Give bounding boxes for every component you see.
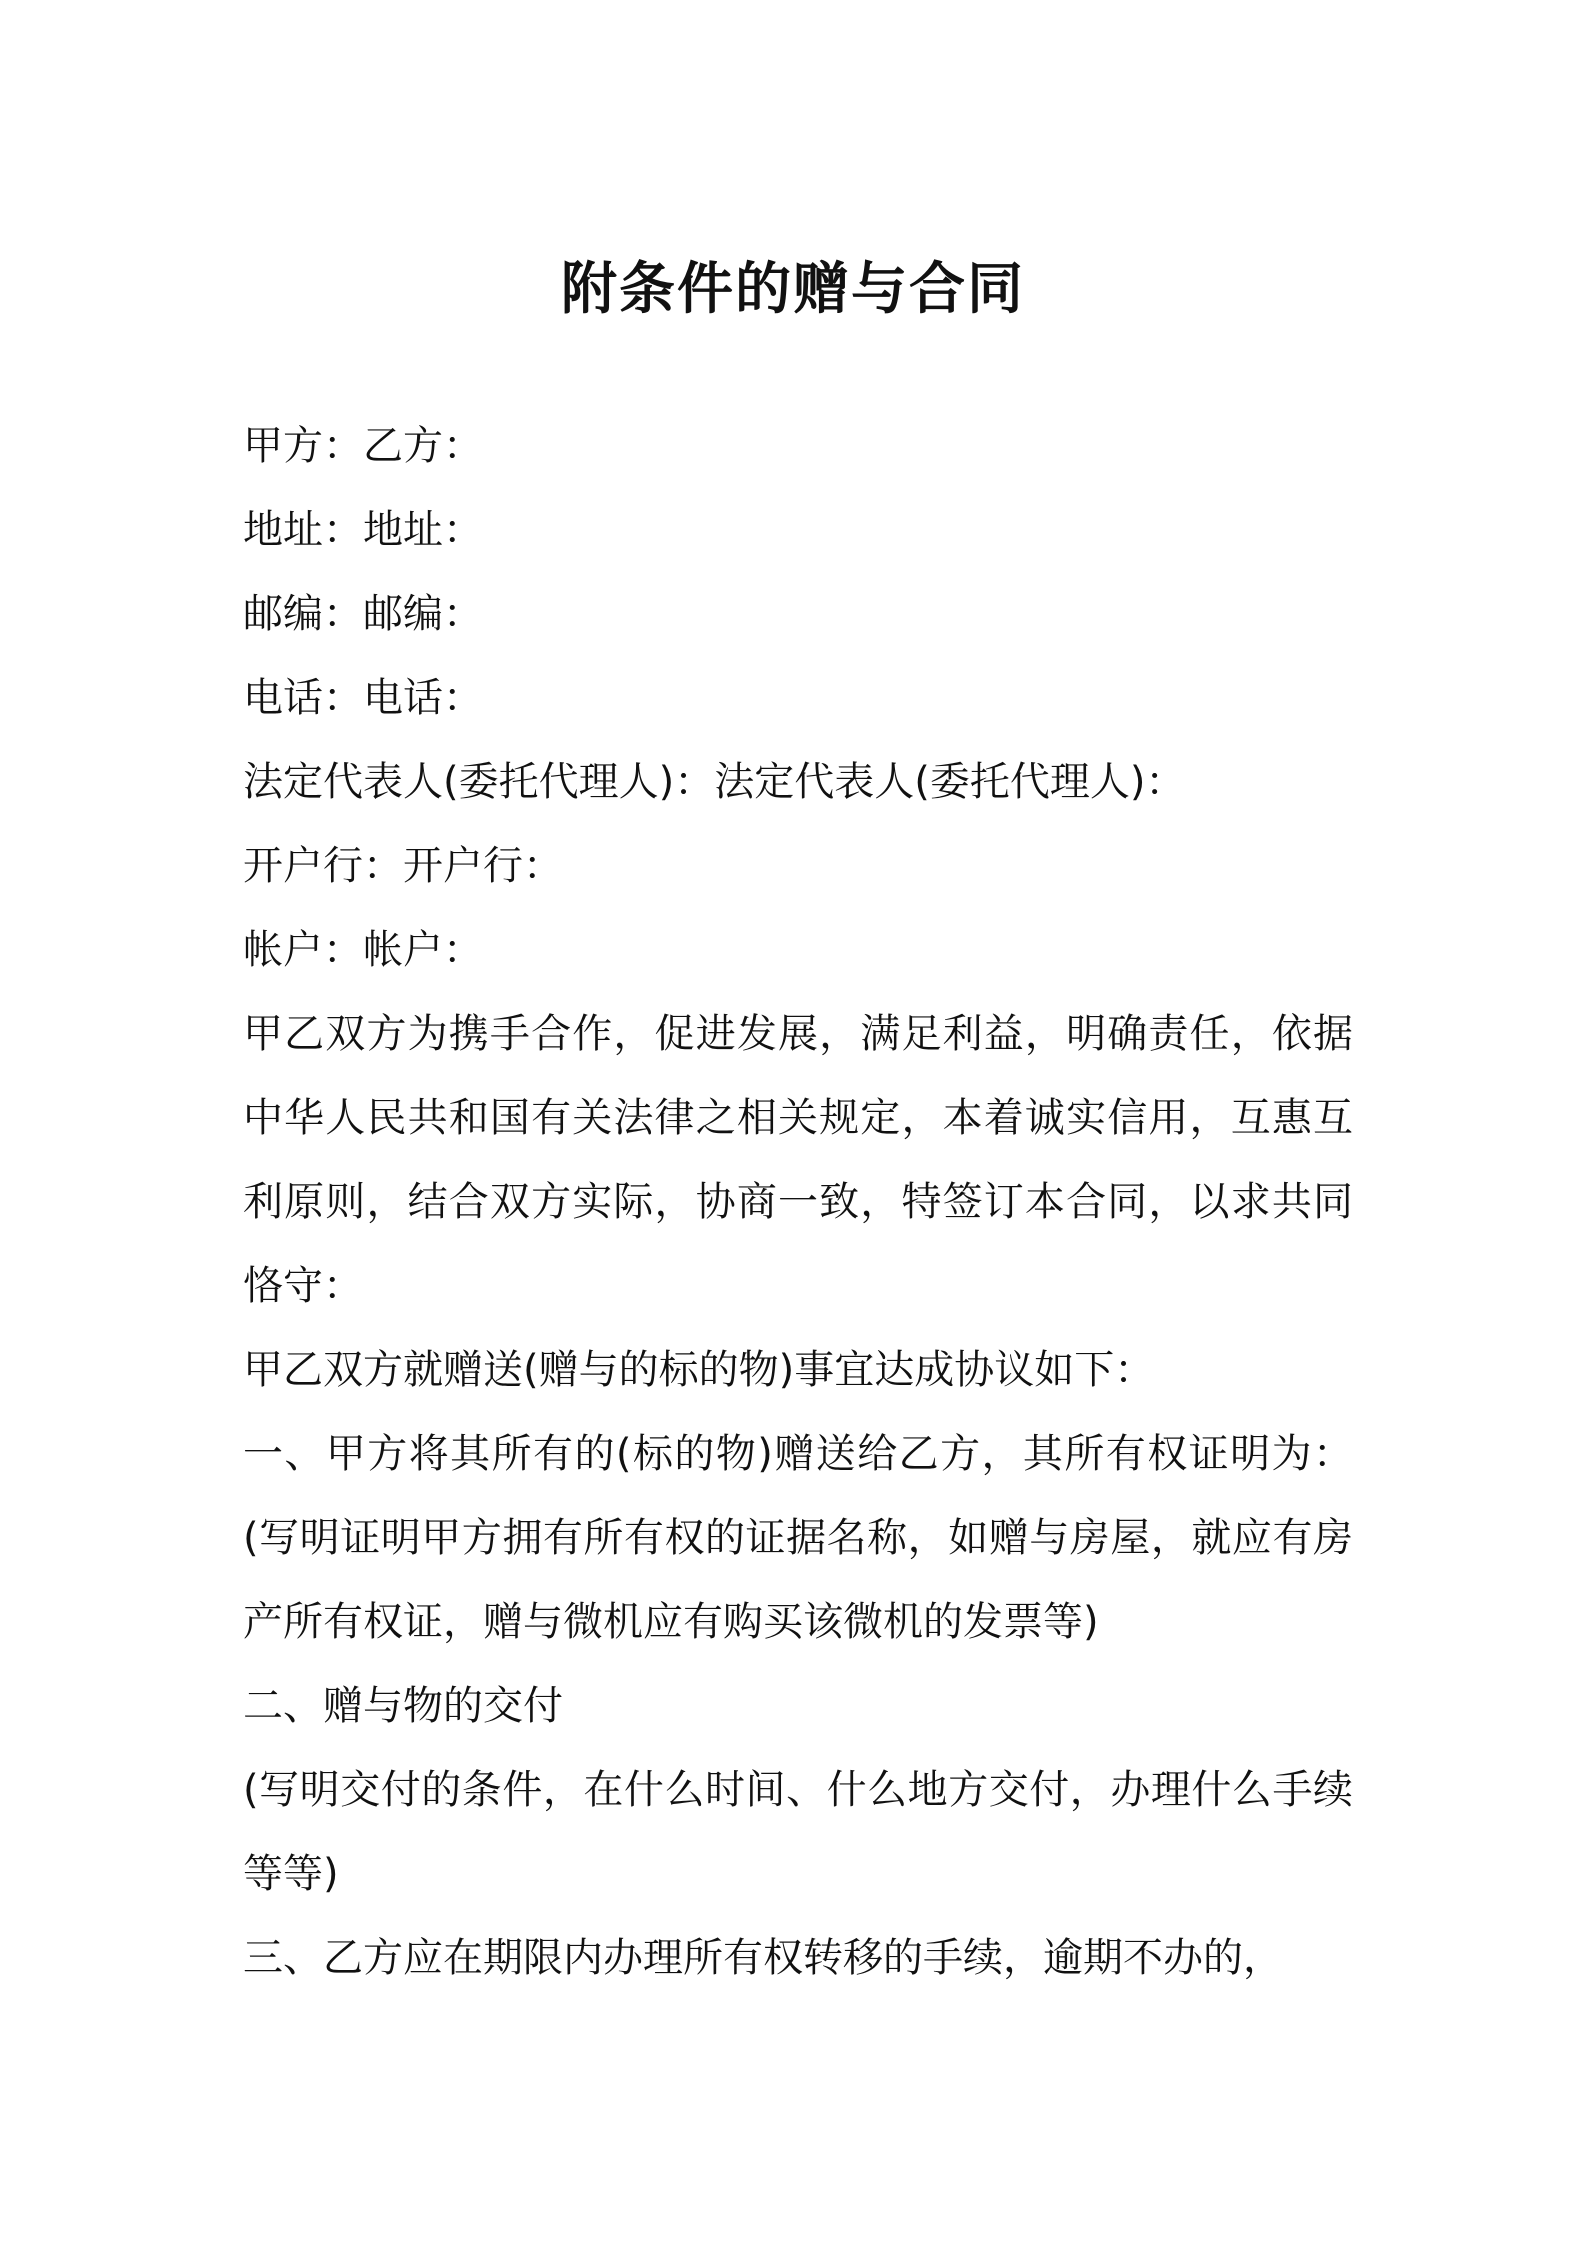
clause-3: 三、乙方应在期限内办理所有权转移的手续，逾期不办的，	[243, 1935, 1283, 1981]
party-line-name: 甲方：乙方：	[243, 423, 483, 469]
clause-1: 一、甲方将其所有的(标的物)赠送给乙方，其所有权证明为：(写明证明甲方拥有所有权的证据名称，如赠与房屋，就应有房产所有权证，赠与微机应有购买该微机的发票等)	[243, 1431, 1353, 1645]
document-body	[243, 404, 1353, 2000]
party-line-account: 帐户：帐户：	[243, 927, 483, 973]
document-title: 附条件的赠与合同	[561, 257, 1025, 322]
party-line-address: 地址：地址：	[243, 507, 483, 553]
party-line-phone: 电话：电话：	[243, 675, 483, 721]
clause-2-heading: 二、赠与物的交付	[243, 1683, 563, 1729]
clause-2-body: (写明交付的条件，在什么时间、什么地方交付，办理什么手续等等)	[243, 1767, 1353, 1897]
party-line-bank: 开户行：开户行：	[243, 843, 563, 889]
agreement-intro: 甲乙双方就赠送(赠与的标的物)事宜达成协议如下：	[243, 1347, 1155, 1393]
party-line-legal-representative: 法定代表人(委托代理人)：法定代表人(委托代理人)：	[243, 759, 1186, 805]
preamble-paragraph: 甲乙双方为携手合作，促进发展，满足利益，明确责任，依据中华人民共和国有关法律之相关规定，本着诚实信用，互惠互利原则，结合双方实际，协商一致，特签订本合同，以求共同恪守：	[243, 1011, 1353, 1309]
party-line-postcode: 邮编：邮编：	[243, 591, 483, 637]
